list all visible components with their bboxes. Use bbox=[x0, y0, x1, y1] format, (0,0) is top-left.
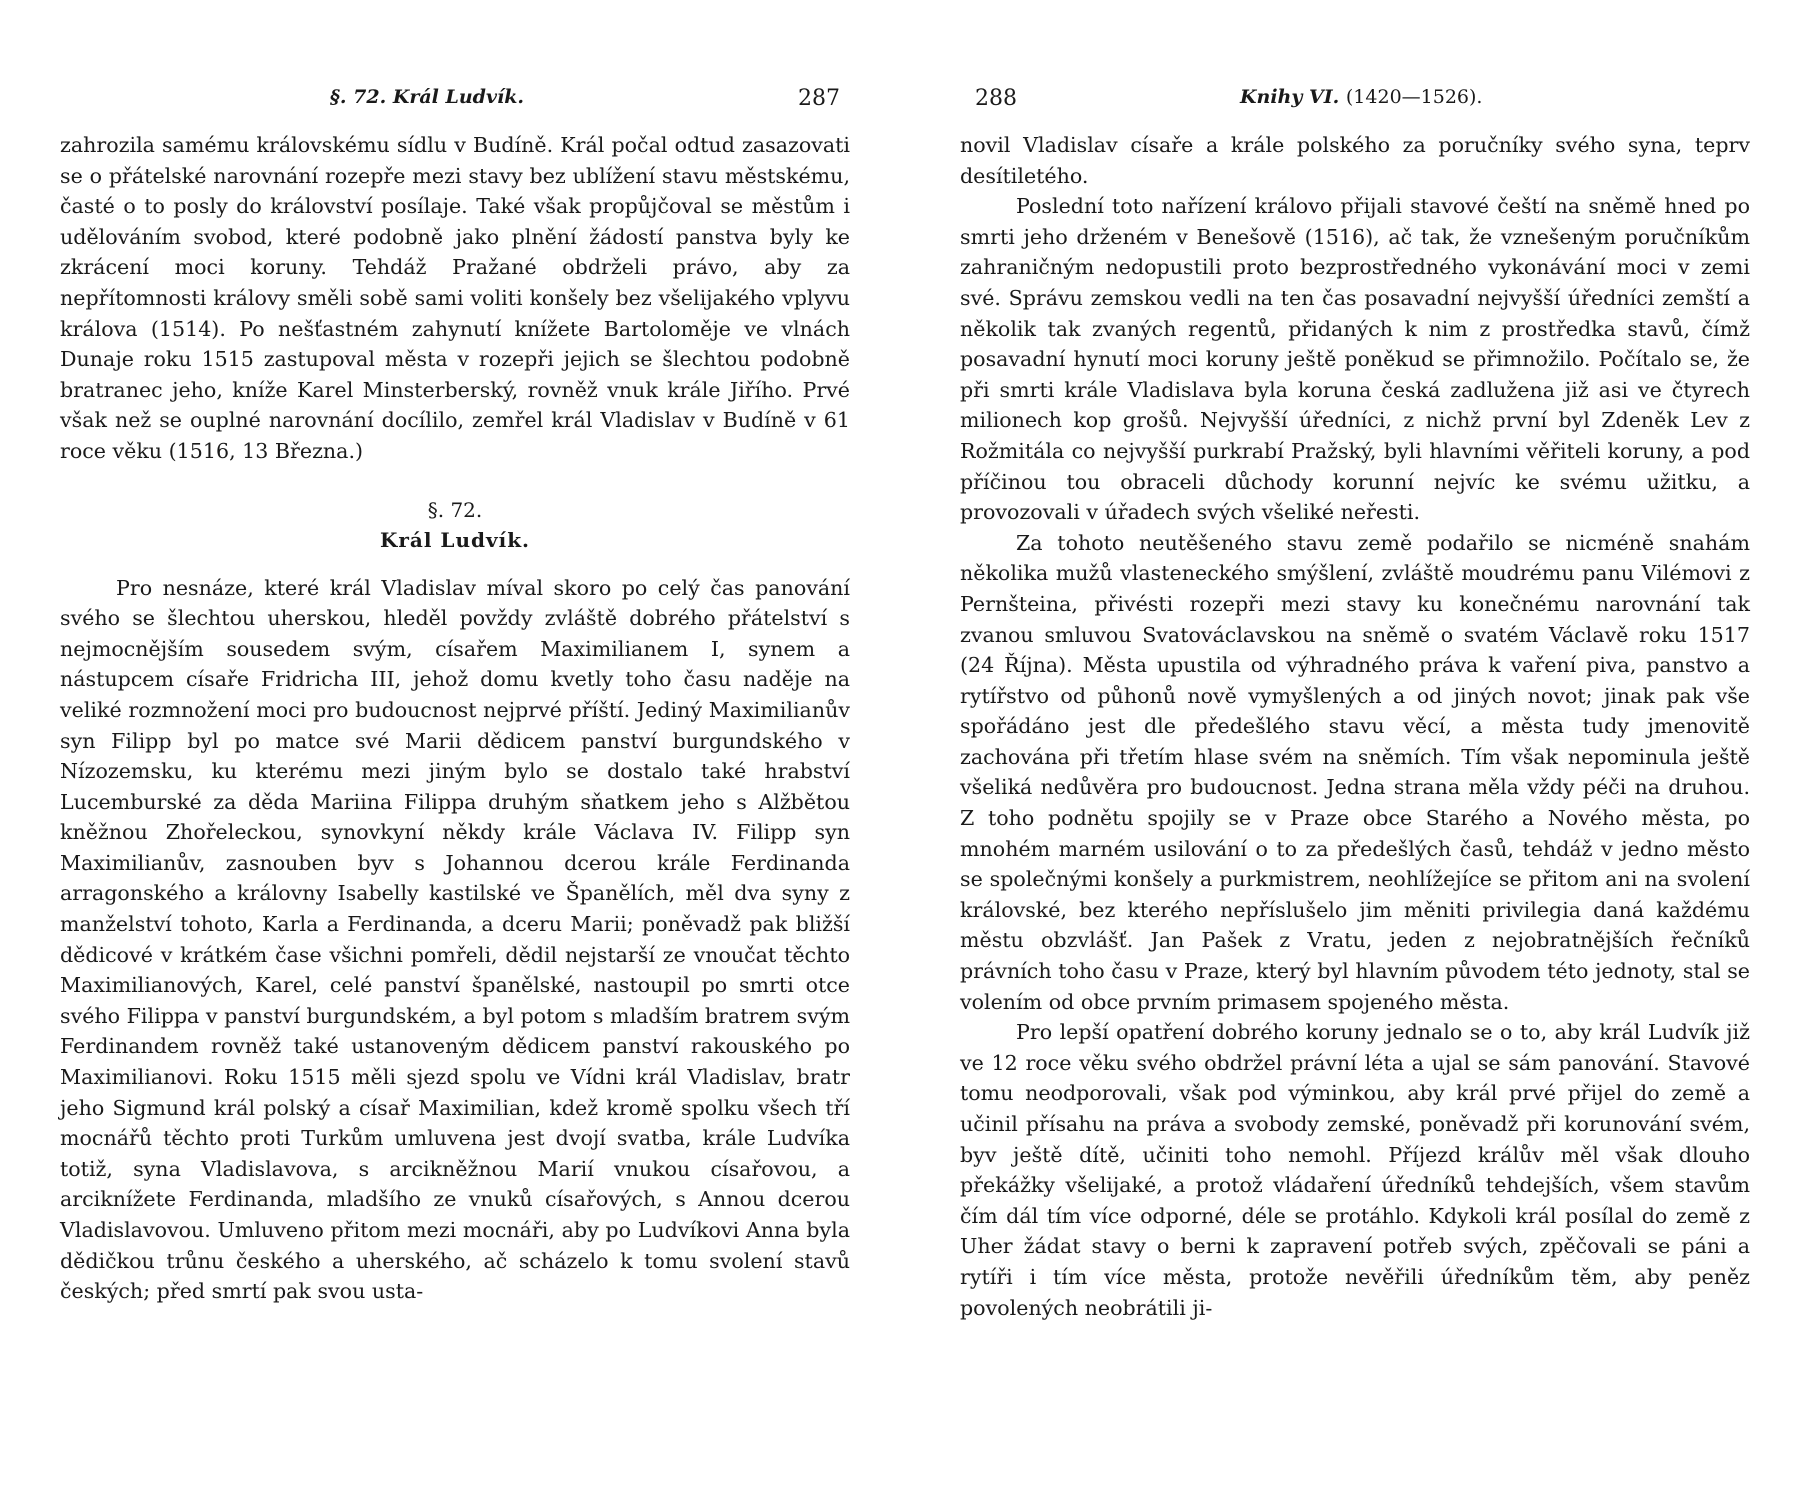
paragraph: Poslední toto nařízení královo přijali stavové čeští na sněmě hned po smrti jeho drženém v Benešově (1516), ač tak, že vznešeným poručníkům zahraničným nedopustili proto bezprostředného vykonávání moci v zemi své. Správu zemskou vedli na ten čas posavadní nejvyšší úředníci zemští a několik tak zvaných regentů, přidaných k nim z prostředka stavů, čímž posavadní hynutí moci koruny ještě poněkud se přimnožilo. Počítalo se, že při smrti krále Vladislava byla koruna česká zadlužena již asi ve čtyrech milionech kop grošů. Nejvyšší úředníci, z nichž první byl Zdeněk Lev z Rožmitála co nejvyšší purkrabí Pražský, byli hlavními věřiteli koruny, a pod příčinou tou obraceli důchody korunní nejvíc ke svému užitku, a provozovali v úřadech svých všeliké neřesti. bbox=[960, 194, 1750, 525]
right-body-text bbox=[960, 130, 1750, 1323]
right-running-head bbox=[960, 86, 1750, 116]
paragraph: Pro nesnáze, které král Vladislav míval skoro po celý čas panování svého se šlechtou uherskou, hleděl povždy zvláště dobrého přátelství s nejmocnějším sousedem svým, císařem Maximilianem I, synem a nástupcem císaře Fridricha III, jehož domu kvetly toho času naděje na veliké rozmnožení moci pro budoucnost nejprvé příští. Jediný Maximilianův syn Filipp byl po matce své Marii dědicem panství burgundského v Nízozemsku, ku kterému mezi jiným bylo se dostalo také hrabství Lucemburské za děda Mariina Filippa druhým sňatkem jeho s Alžbětou kněžnou Zhořeleckou, synovkyní někdy krále Václava IV. Filipp syn Maximilianův, zasnouben byv s Johannou dcerou krále Ferdinanda arragonského a královny Isabelly kastilské ve Španělích, měl dva syny z manželství tohoto, Karla a Ferdinanda, a dceru Marii; poněvadž pak bližší dědicové v krátkém čase všichni pomřeli, dědil nejstarší ze vnoučat těchto Maximilianových, Karel, celé panství španělské, nastoupil po smrti otce svého Filippa v panství burgundském, a byl potom s mladším bratrem svým Ferdinandem rovněž také ustanoveným dědicem panství rakouského po Maximilianovi. Roku 1515 měli sjezd spolu ve Vídni král Vladislav, bratr jeho Sigmund král polský a císař Maximilian, kdež kromě spolku všech tří mocnářů těchto proti Turkům umluvena jest dvojí svatba, krále Ludvíka totiž, syna Vladislavova, s arcikněžnou Marií vnukou císařovou, a arciknížete Ferdinanda, mladšího ze vnuků císařových, s Annou dcerou Vladislavovou. Umluveno přitom mezi mocnáři, aby po Ludvíkovi Anna byla dědičkou trůnu českého a uherského, ač scházelo k tomu svolení stavů českých; před smrtí pak svou usta- bbox=[60, 575, 850, 1304]
paragraph: zahrozila samému královskému sídlu v Budíně. Král počal odtud zasazovati se o přátelské narovnání rozepře mezi stavy bez ublížení stavu městskému, časté o to posly do království posílaje. Také však propůjčoval se městům i udělováním svobod, které podobně jako plnění žádostí panstva byly ke zkrácení moci koruny. Tehdáž Pražané obdrželi právo, aby za nepřítomnosti královy směli sobě sami voliti konšely bez všelijakého vplyvu králova (1514). Po nešťastném zahynutí knížete Bartoloměje ve vlnách Dunaje roku 1515 zastupoval města v rozepři jejich se šlechtou podobně bratranec jeho, kníže Karel Minsterberský, rovněž vnuk krále Jiřího. Prvé však než se ouplné narovnání docílilo, zemřel král Vladislav v Budíně v 61 roce věku (1516, 13 Března.) bbox=[60, 133, 850, 463]
left-page-number: 287 bbox=[798, 86, 840, 111]
section-title: Král Ludvík. bbox=[379, 527, 531, 552]
paragraph: Za tohoto neutěšeného stavu země podařilo se nicméně snahám několika mužů vlasteneckého smýšlení, zvláště moudrému panu Vilémovi z Pernšteina, přivésti rozepři mezi stavy ku konečnému narovnání tak zvanou smluvou Svatováclavskou na sněmě o svatém Václavě roku 1517 (24 Října). Města upustila od výhradného práva k vaření piva, panstvo a rytířstvo od půhonů nově vymyšlených a od jiných novot; jinak pak vše spořádáno jest dle předešlého stavu věcí, a města tudy jmenovitě zachována při třetím hlase svém na sněmích. Tím však nepominula ještě všeliká nedůvěra pro budoucnost. Jedna strana měla vždy péči na druhou. Z toho podnětu spojily se v Praze obce Starého a Nového města, po mnohém marném usilování o to za předešlých časů, tehdáž v jedno město se společnými konšely a purkmistrem, neohlížejíce se přitom ani na svolení královské, bez kterého nepříslušelo jim měniti privilegia daná každému městu obzvlášť. Jan Pašek z Vratu, jeden z nejobratnějších řečníků právních toho času v Praze, který byl hlavním původem této jednoty, stal se volením od obce prvním primasem spojeného města. bbox=[960, 530, 1750, 1014]
section-heading bbox=[60, 495, 850, 555]
left-page bbox=[60, 0, 850, 1500]
left-running-head bbox=[60, 86, 850, 116]
right-running-title bbox=[1240, 86, 1482, 108]
right-page bbox=[960, 0, 1750, 1500]
paragraph: Pro lepší opatření dobrého koruny jednalo se o to, aby král Ludvík již ve 12 roce věku svého obdržel právní léta a ujal se sám panování. Stavové tomu neodporovali, však pod výminkou, aby král prvé přijel do země a učinil přísahu na práva a svobody zemské, poněvadž při korunování svém, byv ještě dítě, učiniti toho nemohl. Příjezd králův měl však dlouho překážky všelijaké, a protož vládaření úředníků tehdejších, všem stavům čím dál tím více odporné, déle se protáhlo. Kdykoli král posílal do země z Uher žádat stavy o berni k zapravení potřeb svých, zpěčovali se páni a rytíři i tím více města, protože nevěřili úředníkům těm, aby peněz povolených neobrátili ji- bbox=[960, 1020, 1750, 1320]
paragraph: novil Vladislav císaře a krále polského za poručníky svého syna, teprv desítiletého. bbox=[960, 133, 1750, 188]
left-running-title: §. 72. Král Ludvík. bbox=[330, 86, 524, 108]
running-title-text: Knihy VI. bbox=[1240, 86, 1340, 108]
section-number: §. 72. bbox=[427, 497, 483, 522]
right-page-number: 288 bbox=[975, 86, 1017, 111]
running-title-years: (1420—1526). bbox=[1345, 86, 1483, 108]
left-body-text bbox=[60, 130, 850, 1307]
